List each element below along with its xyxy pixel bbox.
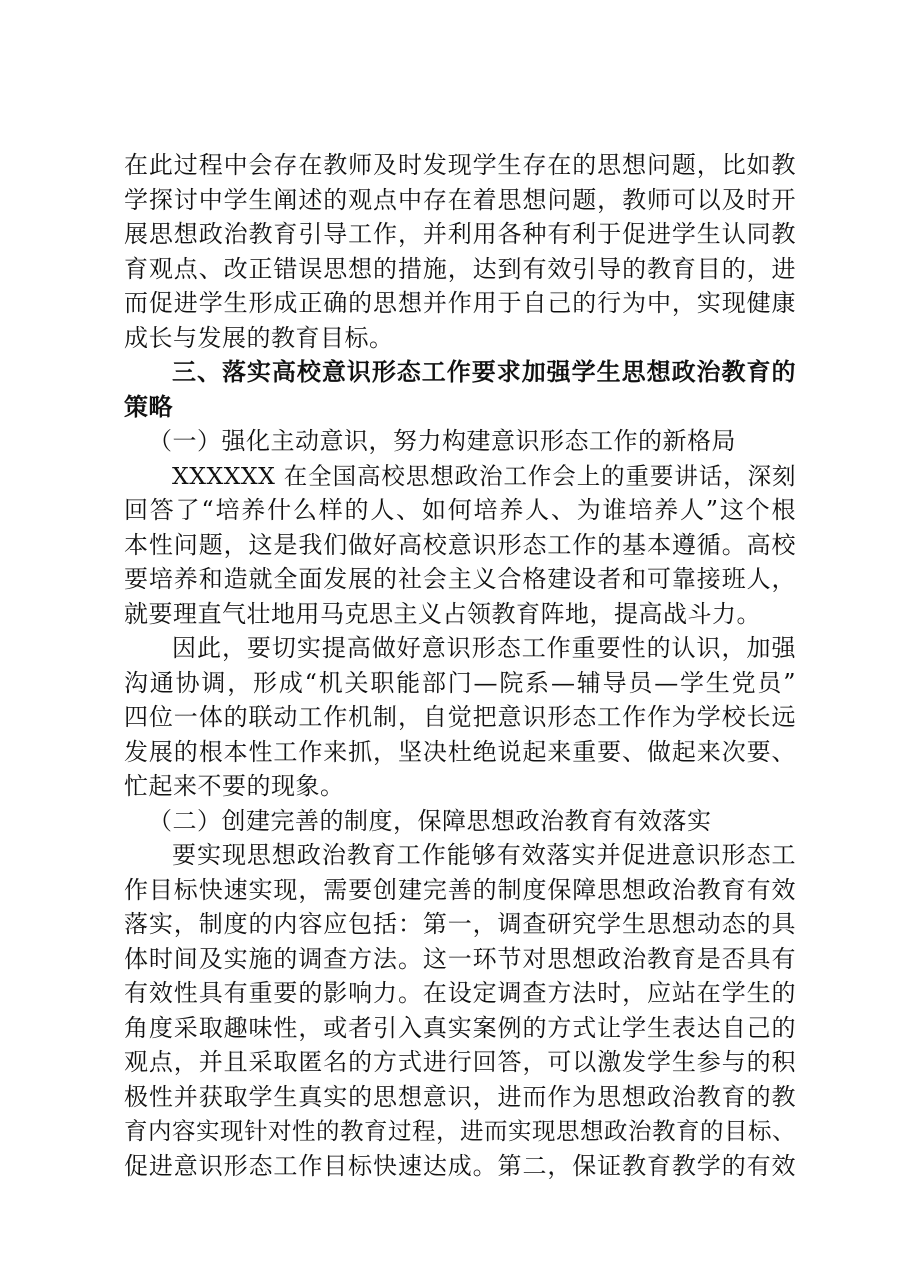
text-line: 因此，要切实提高做好意识形态工作重要性的认识，加强 bbox=[172, 634, 796, 662]
text-line: 在此过程中会存在教师及时发现学生存在的思想问题，比如教 bbox=[124, 151, 796, 179]
text-line: 体时间及实施的调查方法。这一环节对思想政治教育是否具有 bbox=[124, 944, 796, 973]
text-line: 落实，制度的内容应包括：第一，调查研究学生思想动态的具 bbox=[124, 910, 796, 938]
text-line: 要培养和造就全面发展的社会主义合格建设者和可靠接班人， bbox=[124, 565, 796, 593]
subheading-line: （一）强化主动意识，努力构建意识形态工作的新格局 bbox=[148, 427, 736, 455]
heading-line: 三、落实高校意识形态工作要求加强学生思想政治教育的 bbox=[172, 358, 796, 386]
body-paragraph bbox=[124, 148, 796, 355]
text-line: 学探讨中学生阐述的观点中存在着思想问题，教师可以及时开 bbox=[124, 185, 796, 214]
text-line: 回答了“培养什么样的人、如何培养人、为谁培养人”这个根 bbox=[124, 496, 796, 524]
subsection-heading bbox=[124, 424, 796, 459]
text-line: 发展的根本性工作来抓，坚决杜绝说起来重要、做起来次要、 bbox=[124, 737, 796, 766]
document-page bbox=[124, 148, 796, 1183]
body-paragraph bbox=[124, 838, 796, 1183]
text-line: 要实现思想政治教育工作能够有效落实并促进意识形态工 bbox=[172, 841, 796, 869]
text-line: 育内容实现针对性的教育过程，进而实现思想政治教育的目标、 bbox=[124, 1117, 796, 1145]
text-line: 促进意识形态工作目标快速达成。第二，保证教育教学的有效 bbox=[124, 1151, 796, 1180]
text-line: 育观点、改正错误思想的措施，达到有效引导的教育目的，进 bbox=[124, 254, 796, 283]
text-line: 作目标快速实现，需要创建完善的制度保障思想政治教育有效 bbox=[124, 875, 796, 904]
text-line: 展思想政治教育引导工作，并利用各种有利于促进学生认同教 bbox=[124, 220, 796, 248]
text-line: 而促进学生形成正确的思想并作用于自己的行为中，实现健康 bbox=[124, 289, 796, 317]
heading-line: 策略 bbox=[124, 392, 173, 421]
text-line: XXXXXX 在全国高校思想政治工作会上的重要讲话，深刻 bbox=[172, 461, 796, 490]
body-paragraph bbox=[124, 459, 796, 632]
text-line: 就要理直气壮地用马克思主义占领教育阵地，提高战斗力。 bbox=[124, 599, 761, 628]
text-line: 角度采取趣味性，或者引入真实案例的方式让学生表达自己的 bbox=[124, 1013, 796, 1042]
text-line: 极性并获取学生真实的思想意识，进而作为思想政治教育的教 bbox=[124, 1082, 796, 1111]
subheading-line: （二）创建完善的制度，保障思想政治教育有效落实 bbox=[148, 806, 712, 835]
text-line: 沟通协调，形成“机关职能部门—院系—辅导员—学生党员” bbox=[124, 668, 796, 697]
text-line: 成长与发展的教育目标。 bbox=[124, 323, 394, 352]
text-line: 有效性具有重要的影响力。在设定调查方法时，应站在学生的 bbox=[124, 979, 796, 1007]
body-paragraph bbox=[124, 631, 796, 804]
text-line: 四位一体的联动工作机制，自觉把意识形态工作作为学校长远 bbox=[124, 703, 796, 731]
subsection-heading bbox=[124, 804, 796, 839]
section-heading bbox=[124, 355, 796, 424]
text-line: 忙起来不要的现象。 bbox=[124, 772, 345, 800]
text-line: 本性问题，这是我们做好高校意识形态工作的基本遵循。高校 bbox=[124, 530, 796, 559]
text-line: 观点，并且采取匿名的方式进行回答，可以激发学生参与的积 bbox=[124, 1048, 796, 1076]
